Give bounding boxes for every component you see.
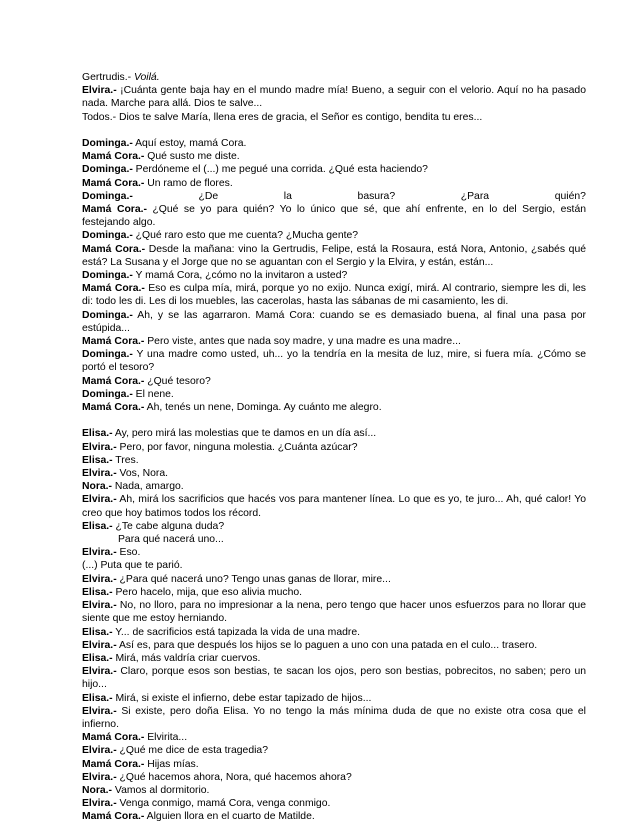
dialogue-line [82,177,586,190]
dialogue-line [82,190,586,203]
dialogue-line [82,731,586,744]
dialogue-text: Aquí estoy, mamá Cora. [132,138,247,149]
dialogue-line [82,744,586,757]
speaker-name: Elvira.- [82,639,117,651]
speaker-name: Elisa.- [82,626,113,638]
speaker-name: Elvira.- [82,468,117,480]
dialogue-line [82,243,586,269]
speaker-name: Elvira.- [82,85,117,97]
dialogue-text: Vamos al dormitorio. [112,784,210,796]
speaker-name: Mamá Cora.- [82,758,145,770]
dialogue-line [82,401,586,414]
dialogue-line [82,111,586,124]
dialogue-line [82,546,586,559]
speaker-name: Elisa.- [82,652,113,664]
speaker-name: Elvira.- [82,547,117,559]
paragraph-gap [82,414,586,427]
dialogue-line [82,71,586,84]
dialogue-text: Así es, para que después los hijos se lo paguen a uno con una patada en el culo... trasero. [116,639,538,651]
speaker-name: Mamá Cora.- [82,811,145,823]
dialogue-text: Y... de sacrificios está tapizada la vida de una madre. [112,626,361,638]
speaker-name: Mamá Cora.- [82,375,145,387]
dialogue-line [82,705,586,731]
paragraph-gap [82,124,586,137]
dialogue-line [82,480,586,493]
dialogue-line [82,348,586,374]
speaker-name: Dominga.- [82,230,133,242]
dialogue-text: Gertrudis.- [82,72,134,83]
speaker-name: Dominga.- [82,388,133,400]
speaker-name: Mamá Cora.- [82,204,147,216]
dialogue-text: ¿Qué hacemos ahora, Nora, qué hacemos ahora? [116,771,352,783]
dialogue-text: Vos, Nora. [116,468,169,480]
dialogue-text: Ay, pero mirá las molestias que te damos en un día así... [112,428,377,440]
speaker-name: Dominga.- [82,164,133,176]
dialogue-line [82,784,586,797]
dialogue-line [82,639,586,652]
speaker-name: Mamá Cora.- [82,283,145,295]
dialogue-line [82,586,586,599]
dialogue-text: ¿Te cabe alguna duda? [112,520,225,532]
dialogue-text: Pero hacelo, mija, que eso alivia mucho. [112,586,303,598]
dialogue-line [82,771,586,784]
dialogue-text: Perdóneme el (...) me pegué una corrida. ¿Qué esta haciendo? [132,164,428,176]
dialogue-text: Para qué nacerá uno... [118,534,224,546]
script-page [82,71,586,824]
dialogue-line [82,427,586,440]
speaker-name: Mamá Cora.- [82,151,145,163]
dialogue-text: Qué susto me diste. [144,151,240,163]
dialogue-text: Y una madre como usted, uh... yo la tendría en la mesita de luz, mire, si fuera mía. ¿Cómo se portó el tesoro? [82,349,586,374]
speaker-name: Elvira.- [82,798,117,810]
dialogue-text: ¿Qué raro esto que me cuenta? ¿Mucha gente? [132,230,359,242]
dialogue-line [82,493,586,519]
dialogue-line [82,163,586,176]
dialogue-line [82,533,586,546]
dialogue-word: ¿Para [460,190,490,202]
dialogue-line [82,229,586,242]
dialogue-text: Elvirita... [144,732,188,744]
speaker-name: Elvira.- [82,771,117,783]
speaker-name: Elvira.- [82,573,117,585]
dialogue-text: Alguien llora en el cuarto de Matilde. [144,811,315,823]
speaker-name: Mamá Cora.- [82,732,145,744]
speaker-name: Elisa.- [82,586,113,598]
speaker-name: Elisa.- [82,454,113,466]
speaker-name: Elvira.- [82,441,117,453]
dialogue-text: ¿Qué me dice de esta tragedia? [116,745,268,757]
dialogue-text: El nene. [132,388,174,400]
speaker-name: Elisa.- [82,692,113,704]
speaker-name: Mamá Cora.- [82,336,145,348]
speaker-name: Nora.- [82,784,113,796]
dialogue-word: ¿De [198,190,219,202]
dialogue-text: Pero viste, antes que nada soy madre, y una madre es una madre... [144,336,461,348]
dialogue-line [82,282,586,308]
speaker-name: Elisa.- [82,428,113,440]
dialogue-text: Venga conmigo, mamá Cora, venga conmigo. [116,798,331,810]
dialogue-text: ¿Para qué nacerá uno? Tengo unas ganas de llorar, mire... [116,573,391,585]
dialogue-line [82,375,586,388]
dialogue-text: Eso. [116,547,141,559]
dialogue-text: Ah, tenés un nene, Dominga. Ay cuánto me alegro. [144,402,382,414]
dialogue-line [82,335,586,348]
dialogue-text: Tres. [112,454,139,466]
dialogue-text: ¡Cuánta gente baja hay en el mundo madre mía! Bueno, a seguir con el velorio. Aquí no ha pasado nada. Marche para allá. Dios te salve... [82,85,586,110]
dialogue-word: basura? [357,190,396,202]
dialogue-text: Mirá, más valdría criar cuervos. [112,652,261,664]
dialogue-text: Ah, mirá los sacrificios que hacés vos para mantener línea. Lo que es yo, te juro... Ah, qué calor! Yo creo que hoy batimos todos los récord. [82,494,586,519]
dialogue-word: quién? [554,190,586,202]
dialogue-line [82,652,586,665]
dialogue-text: ¿Qué se yo para quién? Yo lo único que sé, que ahí enfrente, en lo del Sergio, están festejando algo. [82,204,586,229]
speaker-name: Mamá Cora.- [82,177,145,189]
dialogue-text: (...) Puta que te parió. [82,560,183,572]
dialogue-text: Ah, y se las agarraron. Mamá Cora: cuando se es demasiado buena, al final una pasa por estúpida... [82,309,586,334]
speaker-name: Dominga.- [82,309,133,321]
dialogue-text: Si existe, pero doña Elisa. Yo no tengo la más mínima duda de que no existe otra cosa que el infierno. [82,705,586,730]
speaker-name: Elvira.- [82,705,117,717]
dialogue-line [82,309,586,335]
dialogue-line [82,810,586,823]
dialogue-line [82,559,586,572]
speaker-name: Elvira.- [82,666,117,678]
dialogue-line [82,626,586,639]
dialogue-text: Hijas mías. [144,758,199,770]
dialogue-text: Eso es culpa mía, mirá, porque yo no exijo. Nunca exigí, mirá. Al contrario, siempre les di, les di: todo les di. Les di los muebles, las cacerolas, hasta las sábanas de mi casamiento, les di. [82,283,586,308]
dialogue-line [82,203,586,229]
speaker-name: Dominga.- [82,190,133,202]
speaker-name: Mamá Cora.- [82,243,146,255]
dialogue-word: la [283,190,292,202]
dialogue-line [82,573,586,586]
speaker-name: Elvira.- [82,494,117,506]
dialogue-text: Mirá, si existe el infierno, debe estar tapizado de hijos... [112,692,372,704]
speaker-name: Dominga.- [82,349,133,361]
dialogue-line [82,150,586,163]
dialogue-text: Pero, por favor, ninguna molestia. ¿Cuánta azúcar? [116,441,358,453]
speaker-name: Dominga.- [82,270,133,282]
dialogue-line [82,441,586,454]
speaker-name: Nora.- [82,481,113,493]
speaker-name: Elisa.- [82,520,113,532]
dialogue-line [82,599,586,625]
dialogue-text: Y mamá Cora, ¿cómo no la invitaron a usted? [132,270,348,282]
dialogue-text: Claro, porque esos son bestias, te sacan los ojos, pero son bestias, pobrecitos, no saben; pero un hijo... [82,666,586,691]
dialogue-line [82,467,586,480]
dialogue-text: ¿Qué tesoro? [144,375,211,387]
emphasis-text: Voilá. [133,72,160,83]
dialogue-line [82,520,586,533]
dialogue-text: Un ramo de flores. [144,177,233,189]
dialogue-line [82,388,586,401]
dialogue-line [82,84,586,110]
dialogue-text: Nada, amargo. [112,481,184,493]
speaker-name: Elvira.- [82,600,117,612]
dialogue-text: No, no lloro, para no impresionar a la nena, pero tengo que hacer unos esfuerzos para no llorar que siente que me estoy herniando. [82,600,586,625]
speaker-name: Mamá Cora.- [82,402,145,414]
dialogue-line [82,758,586,771]
dialogue-line [82,454,586,467]
dialogue-line [82,137,586,150]
dialogue-line [82,797,586,810]
dialogue-text: Desde la mañana: vino la Gertrudis, Felipe, está la Rosaura, está Nora, Antonio, ¿sabés qué está? La Susana y el Jorge que no se aguantan con el Sergio y la Elvira, y están, están... [82,243,587,268]
dialogue-line [82,665,586,691]
dialogue-line [82,269,586,282]
speaker-name: Elvira.- [82,745,117,757]
dialogue-text: Todos.- Dios te salve María, llena eres de gracia, el Señor es contigo, bendita tu eres... [82,111,483,123]
speaker-name: Dominga.- [82,138,133,149]
dialogue-line [82,692,586,705]
